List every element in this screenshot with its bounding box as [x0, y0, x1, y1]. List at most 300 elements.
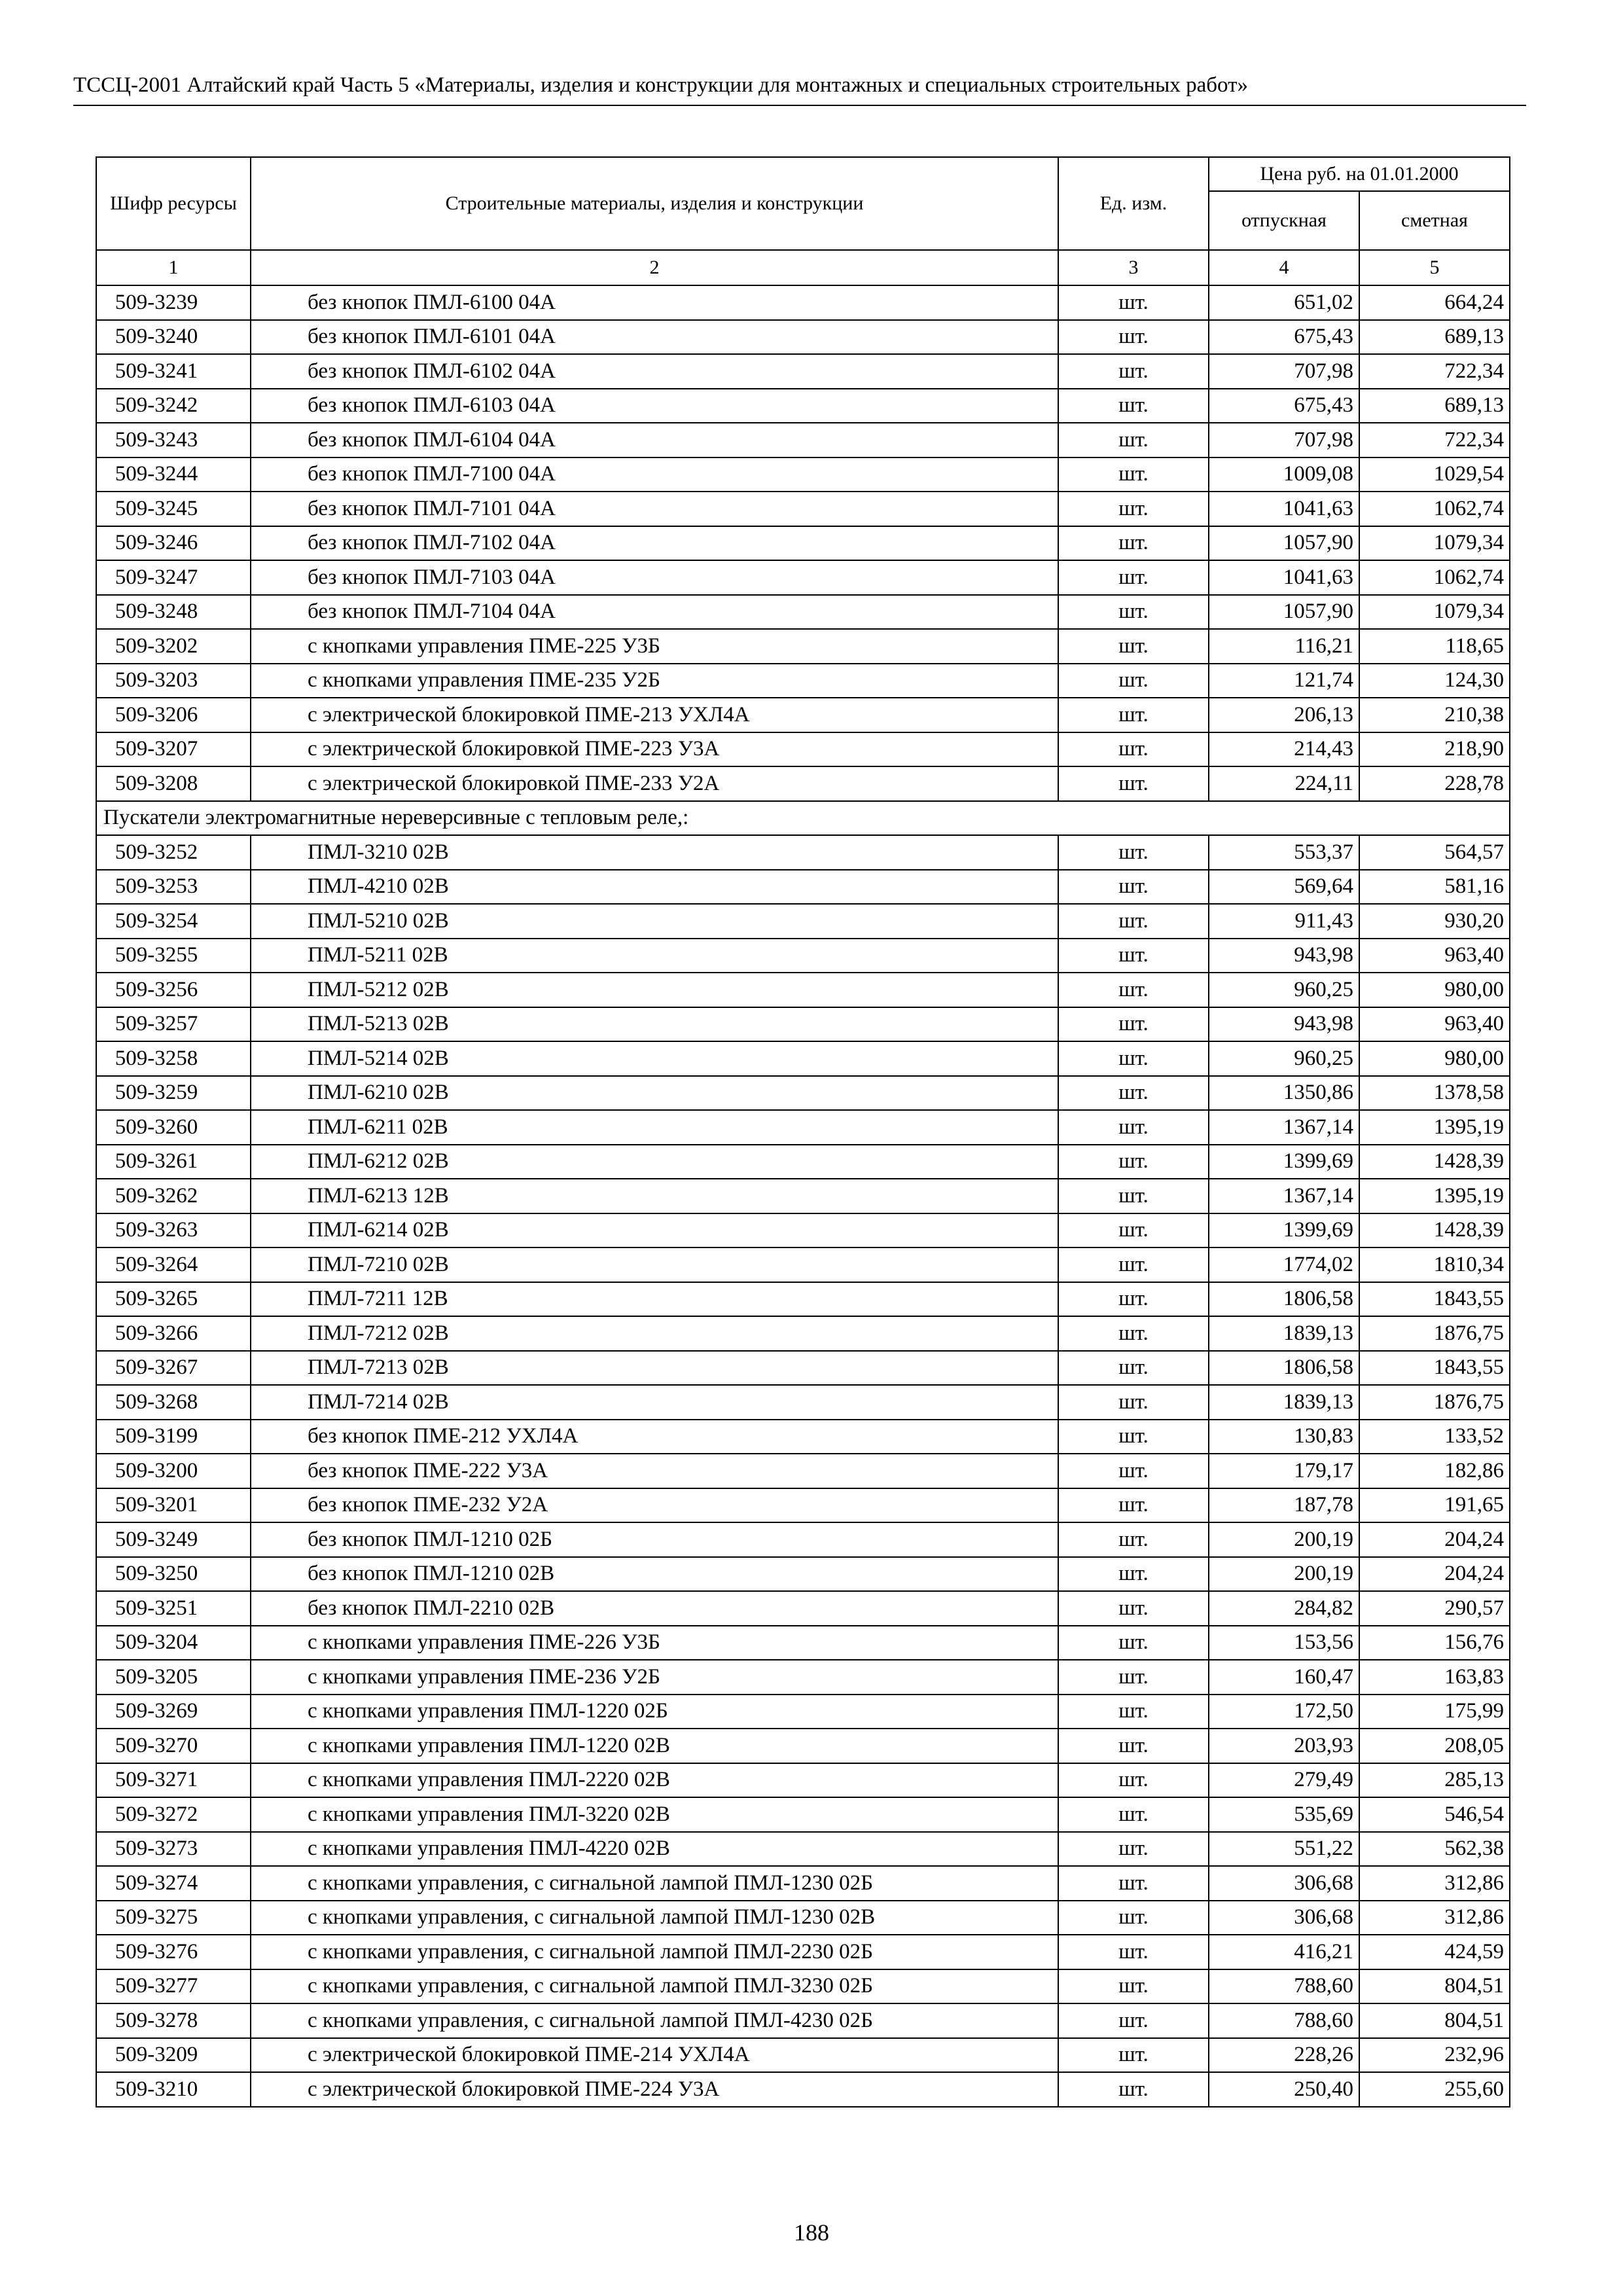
table-row [96, 354, 1510, 389]
header-release-price: отпускная [1209, 191, 1359, 250]
release-price: 203,93 [1209, 1729, 1359, 1763]
table-row [96, 629, 1510, 664]
release-price: 1774,02 [1209, 1247, 1359, 1282]
estimate-price: 664,24 [1359, 285, 1510, 320]
estimate-price: 581,16 [1359, 870, 1510, 905]
resource-code: 509-3247 [96, 560, 251, 595]
estimate-price: 980,00 [1359, 973, 1510, 1007]
release-price: 224,11 [1209, 766, 1359, 801]
unit: шт. [1058, 1797, 1209, 1832]
material-name: без кнопок ПМЛ-6100 04А [251, 285, 1058, 320]
header-price: Цена руб. на 01.01.2000 [1209, 157, 1510, 191]
estimate-price: 218,90 [1359, 732, 1510, 767]
table-row [96, 1626, 1510, 1660]
unit: шт. [1058, 870, 1209, 905]
resource-code: 509-3201 [96, 1488, 251, 1523]
estimate-price: 722,34 [1359, 354, 1510, 389]
estimate-price: 424,59 [1359, 1935, 1510, 1969]
table-row [96, 2038, 1510, 2073]
unit: шт. [1058, 1041, 1209, 1076]
material-name: с кнопками управления, с сигнальной лампой ПМЛ-1230 02Б [251, 1866, 1058, 1901]
unit: шт. [1058, 973, 1209, 1007]
release-price: 279,49 [1209, 1763, 1359, 1798]
estimate-price: 1079,34 [1359, 526, 1510, 561]
material-name: ПМЛ-7210 02В [251, 1247, 1058, 1282]
release-price: 1041,63 [1209, 492, 1359, 526]
header-code: Шифр ресурсы [96, 157, 251, 250]
unit: шт. [1058, 1110, 1209, 1145]
estimate-price: 290,57 [1359, 1591, 1510, 1626]
material-name: ПМЛ-4210 02В [251, 870, 1058, 905]
resource-code: 509-3250 [96, 1557, 251, 1592]
estimate-price: 963,40 [1359, 1007, 1510, 1042]
material-name: без кнопок ПМЛ-1210 02Б [251, 1522, 1058, 1557]
column-number: 3 [1058, 250, 1209, 285]
release-price: 116,21 [1209, 629, 1359, 664]
header-name: Строительные материалы, изделия и конструкции [251, 157, 1058, 250]
resource-code: 509-3266 [96, 1316, 251, 1351]
estimate-price: 1843,55 [1359, 1282, 1510, 1317]
header-unit: Ед. изм. [1058, 157, 1209, 250]
unit: шт. [1058, 1213, 1209, 1248]
page-number: 188 [794, 2219, 829, 2246]
release-price: 1806,58 [1209, 1282, 1359, 1317]
estimate-price: 133,52 [1359, 1420, 1510, 1454]
release-price: 1839,13 [1209, 1385, 1359, 1420]
material-name: ПМЛ-6213 12В [251, 1179, 1058, 1213]
resource-code: 509-3206 [96, 698, 251, 732]
unit: шт. [1058, 1454, 1209, 1488]
resource-code: 509-3274 [96, 1866, 251, 1901]
table-row [96, 1729, 1510, 1763]
release-price: 160,47 [1209, 1660, 1359, 1695]
table-row [96, 1832, 1510, 1867]
material-name: с кнопками управления ПМЛ-4220 02В [251, 1832, 1058, 1867]
resource-code: 509-3244 [96, 457, 251, 492]
release-price: 1057,90 [1209, 595, 1359, 630]
resource-code: 509-3264 [96, 1247, 251, 1282]
header-estimate-price: сметная [1359, 191, 1510, 250]
material-name: без кнопок ПМЕ-212 УХЛ4А [251, 1420, 1058, 1454]
table-row [96, 389, 1510, 423]
resource-code: 509-3267 [96, 1351, 251, 1386]
release-price: 1399,69 [1209, 1145, 1359, 1179]
release-price: 707,98 [1209, 354, 1359, 389]
unit: шт. [1058, 1420, 1209, 1454]
release-price: 1806,58 [1209, 1351, 1359, 1386]
release-price: 1839,13 [1209, 1316, 1359, 1351]
material-name: ПМЛ-3210 02В [251, 835, 1058, 870]
resource-code: 509-3254 [96, 904, 251, 939]
table-row [96, 835, 1510, 870]
estimate-price: 1428,39 [1359, 1145, 1510, 1179]
resource-code: 509-3262 [96, 1179, 251, 1213]
material-name: без кнопок ПМЛ-7100 04А [251, 457, 1058, 492]
table-row [96, 698, 1510, 732]
table-row [96, 939, 1510, 973]
material-name: с кнопками управления ПМЛ-3220 02В [251, 1797, 1058, 1832]
resource-code: 509-3242 [96, 389, 251, 423]
unit: шт. [1058, 354, 1209, 389]
unit: шт. [1058, 1695, 1209, 1729]
material-name: без кнопок ПМЛ-1210 02В [251, 1557, 1058, 1592]
table-row [96, 1007, 1510, 1042]
table-row [96, 560, 1510, 595]
estimate-price: 163,83 [1359, 1660, 1510, 1695]
estimate-price: 1062,74 [1359, 492, 1510, 526]
resource-code: 509-3248 [96, 595, 251, 630]
table-row [96, 1420, 1510, 1454]
unit: шт. [1058, 1179, 1209, 1213]
unit: шт. [1058, 1832, 1209, 1867]
resource-code: 509-3200 [96, 1454, 251, 1488]
release-price: 179,17 [1209, 1454, 1359, 1488]
material-name: без кнопок ПМЕ-222 У3А [251, 1454, 1058, 1488]
table-row [96, 423, 1510, 457]
material-name: без кнопок ПМЕ-232 У2А [251, 1488, 1058, 1523]
unit: шт. [1058, 1316, 1209, 1351]
resource-code: 509-3268 [96, 1385, 251, 1420]
resource-code: 509-3269 [96, 1695, 251, 1729]
table-row [96, 1247, 1510, 1282]
unit: шт. [1058, 629, 1209, 664]
release-price: 306,68 [1209, 1866, 1359, 1901]
estimate-price: 546,54 [1359, 1797, 1510, 1832]
estimate-price: 1029,54 [1359, 457, 1510, 492]
unit: шт. [1058, 1282, 1209, 1317]
resource-code: 509-3263 [96, 1213, 251, 1248]
estimate-price: 208,05 [1359, 1729, 1510, 1763]
resource-code: 509-3209 [96, 2038, 251, 2073]
resource-code: 509-3271 [96, 1763, 251, 1798]
estimate-price: 228,78 [1359, 766, 1510, 801]
release-price: 130,83 [1209, 1420, 1359, 1454]
unit: шт. [1058, 560, 1209, 595]
column-number: 5 [1359, 250, 1510, 285]
material-name: с кнопками управления, с сигнальной лампой ПМЛ-1230 02В [251, 1901, 1058, 1935]
material-name: ПМЛ-6210 02В [251, 1076, 1058, 1111]
resource-code: 509-3240 [96, 320, 251, 355]
material-name: с электрической блокировкой ПМЕ-223 У3А [251, 732, 1058, 767]
material-name: ПМЛ-7211 12В [251, 1282, 1058, 1317]
release-price: 788,60 [1209, 1969, 1359, 2004]
release-price: 1350,86 [1209, 1076, 1359, 1111]
unit: шт. [1058, 2003, 1209, 2038]
resource-code: 509-3208 [96, 766, 251, 801]
table-row [96, 595, 1510, 630]
unit: шт. [1058, 1385, 1209, 1420]
table-row [96, 1797, 1510, 1832]
release-price: 569,64 [1209, 870, 1359, 905]
material-name: ПМЛ-6214 02В [251, 1213, 1058, 1248]
estimate-price: 204,24 [1359, 1522, 1510, 1557]
material-name: ПМЛ-7214 02В [251, 1385, 1058, 1420]
release-price: 1367,14 [1209, 1179, 1359, 1213]
table-row [96, 457, 1510, 492]
resource-code: 509-3246 [96, 526, 251, 561]
release-price: 551,22 [1209, 1832, 1359, 1867]
release-price: 1367,14 [1209, 1110, 1359, 1145]
estimate-price: 1079,34 [1359, 595, 1510, 630]
resource-code: 509-3261 [96, 1145, 251, 1179]
release-price: 1009,08 [1209, 457, 1359, 492]
unit: шт. [1058, 1935, 1209, 1969]
column-number: 2 [251, 250, 1058, 285]
unit: шт. [1058, 664, 1209, 698]
resource-code: 509-3276 [96, 1935, 251, 1969]
table-row [96, 664, 1510, 698]
unit: шт. [1058, 835, 1209, 870]
section-title: Пускатели электромагнитные нереверсивные с тепловым реле,: [96, 801, 1510, 836]
table-row [96, 766, 1510, 801]
resource-code: 509-3210 [96, 2072, 251, 2107]
release-price: 1399,69 [1209, 1213, 1359, 1248]
estimate-price: 312,86 [1359, 1901, 1510, 1935]
estimate-price: 1062,74 [1359, 560, 1510, 595]
resource-code: 509-3205 [96, 1660, 251, 1695]
material-name: без кнопок ПМЛ-7101 04А [251, 492, 1058, 526]
unit: шт. [1058, 766, 1209, 801]
estimate-price: 1428,39 [1359, 1213, 1510, 1248]
resource-code: 509-3265 [96, 1282, 251, 1317]
material-name: с кнопками управления ПМЕ-236 У2Б [251, 1660, 1058, 1695]
table-row [96, 904, 1510, 939]
release-price: 416,21 [1209, 1935, 1359, 1969]
unit: шт. [1058, 904, 1209, 939]
unit: шт. [1058, 285, 1209, 320]
table-row [96, 1213, 1510, 1248]
resource-code: 509-3256 [96, 973, 251, 1007]
table-row [96, 1385, 1510, 1420]
resource-code: 509-3199 [96, 1420, 251, 1454]
release-price: 675,43 [1209, 389, 1359, 423]
release-price: 1041,63 [1209, 560, 1359, 595]
unit: шт. [1058, 1866, 1209, 1901]
estimate-price: 562,38 [1359, 1832, 1510, 1867]
release-price: 306,68 [1209, 1901, 1359, 1935]
table-row [96, 2003, 1510, 2038]
estimate-price: 963,40 [1359, 939, 1510, 973]
estimate-price: 210,38 [1359, 698, 1510, 732]
material-name: с кнопками управления ПМЛ-2220 02В [251, 1763, 1058, 1798]
estimate-price: 232,96 [1359, 2038, 1510, 2073]
material-name: ПМЛ-5212 02В [251, 973, 1058, 1007]
column-number: 4 [1209, 250, 1359, 285]
material-name: ПМЛ-7213 02В [251, 1351, 1058, 1386]
table-row [96, 1488, 1510, 1523]
estimate-price: 255,60 [1359, 2072, 1510, 2107]
release-price: 200,19 [1209, 1522, 1359, 1557]
unit: шт. [1058, 1660, 1209, 1695]
unit: шт. [1058, 2072, 1209, 2107]
material-name: ПМЛ-5213 02В [251, 1007, 1058, 1042]
release-price: 206,13 [1209, 698, 1359, 732]
estimate-price: 175,99 [1359, 1695, 1510, 1729]
estimate-price: 722,34 [1359, 423, 1510, 457]
material-name: ПМЛ-5210 02В [251, 904, 1058, 939]
estimate-price: 191,65 [1359, 1488, 1510, 1523]
table-row [96, 1316, 1510, 1351]
estimate-price: 1876,75 [1359, 1385, 1510, 1420]
unit: шт. [1058, 595, 1209, 630]
release-price: 228,26 [1209, 2038, 1359, 2073]
unit: шт. [1058, 526, 1209, 561]
unit: шт. [1058, 1145, 1209, 1179]
release-price: 250,40 [1209, 2072, 1359, 2107]
estimate-price: 1876,75 [1359, 1316, 1510, 1351]
material-name: с кнопками управления ПМЕ-235 У2Б [251, 664, 1058, 698]
price-table [96, 156, 1510, 2108]
material-name: без кнопок ПМЛ-6104 04А [251, 423, 1058, 457]
table-row [96, 1763, 1510, 1798]
release-price: 214,43 [1209, 732, 1359, 767]
release-price: 651,02 [1209, 285, 1359, 320]
table-row [96, 1145, 1510, 1179]
table-row [96, 1351, 1510, 1386]
release-price: 943,98 [1209, 939, 1359, 973]
resource-code: 509-3204 [96, 1626, 251, 1660]
release-price: 153,56 [1209, 1626, 1359, 1660]
release-price: 1057,90 [1209, 526, 1359, 561]
table-row [96, 1454, 1510, 1488]
estimate-price: 930,20 [1359, 904, 1510, 939]
release-price: 121,74 [1209, 664, 1359, 698]
unit: шт. [1058, 698, 1209, 732]
unit: шт. [1058, 457, 1209, 492]
release-price: 960,25 [1209, 1041, 1359, 1076]
estimate-price: 285,13 [1359, 1763, 1510, 1798]
material-name: с электрической блокировкой ПМЕ-224 У3А [251, 2072, 1058, 2107]
resource-code: 509-3259 [96, 1076, 251, 1111]
unit: шт. [1058, 1007, 1209, 1042]
resource-code: 509-3258 [96, 1041, 251, 1076]
estimate-price: 1378,58 [1359, 1076, 1510, 1111]
unit: шт. [1058, 1351, 1209, 1386]
unit: шт. [1058, 1763, 1209, 1798]
estimate-price: 204,24 [1359, 1557, 1510, 1592]
release-price: 707,98 [1209, 423, 1359, 457]
material-name: без кнопок ПМЛ-6102 04А [251, 354, 1058, 389]
release-price: 535,69 [1209, 1797, 1359, 1832]
resource-code: 509-3260 [96, 1110, 251, 1145]
unit: шт. [1058, 423, 1209, 457]
table-row [96, 320, 1510, 355]
table-row [96, 2072, 1510, 2107]
material-name: с кнопками управления ПМЕ-226 У3Б [251, 1626, 1058, 1660]
resource-code: 509-3255 [96, 939, 251, 973]
unit: шт. [1058, 1247, 1209, 1282]
resource-code: 509-3249 [96, 1522, 251, 1557]
unit: шт. [1058, 939, 1209, 973]
resource-code: 509-3239 [96, 285, 251, 320]
table-row [96, 1901, 1510, 1935]
resource-code: 509-3257 [96, 1007, 251, 1042]
material-name: с кнопками управления, с сигнальной лампой ПМЛ-3230 02Б [251, 1969, 1058, 2004]
material-name: с кнопками управления ПМЛ-1220 02В [251, 1729, 1058, 1763]
release-price: 172,50 [1209, 1695, 1359, 1729]
resource-code: 509-3277 [96, 1969, 251, 2004]
material-name: ПМЛ-5214 02В [251, 1041, 1058, 1076]
table-row [96, 732, 1510, 767]
estimate-price: 564,57 [1359, 835, 1510, 870]
resource-code: 509-3245 [96, 492, 251, 526]
material-name: ПМЛ-7212 02В [251, 1316, 1058, 1351]
material-name: с электрической блокировкой ПМЕ-214 УХЛ4А [251, 2038, 1058, 2073]
material-name: без кнопок ПМЛ-6101 04А [251, 320, 1058, 355]
unit: шт. [1058, 732, 1209, 767]
column-number: 1 [96, 250, 251, 285]
estimate-price: 1843,55 [1359, 1351, 1510, 1386]
release-price: 943,98 [1209, 1007, 1359, 1042]
table-row [96, 1557, 1510, 1592]
material-name: ПМЛ-6211 02В [251, 1110, 1058, 1145]
unit: шт. [1058, 492, 1209, 526]
unit: шт. [1058, 1557, 1209, 1592]
table-row [96, 1695, 1510, 1729]
resource-code: 509-3203 [96, 664, 251, 698]
unit: шт. [1058, 1488, 1209, 1523]
material-name: без кнопок ПМЛ-7103 04А [251, 560, 1058, 595]
resource-code: 509-3251 [96, 1591, 251, 1626]
unit: шт. [1058, 1522, 1209, 1557]
resource-code: 509-3278 [96, 2003, 251, 2038]
resource-code: 509-3253 [96, 870, 251, 905]
resource-code: 509-3270 [96, 1729, 251, 1763]
estimate-price: 804,51 [1359, 2003, 1510, 2038]
estimate-price: 689,13 [1359, 320, 1510, 355]
unit: шт. [1058, 1591, 1209, 1626]
table-row [96, 1591, 1510, 1626]
estimate-price: 1395,19 [1359, 1110, 1510, 1145]
release-price: 284,82 [1209, 1591, 1359, 1626]
page-header-title: ТССЦ-2001 Алтайский край Часть 5 «Материалы, изделия и конструкции для монтажных и специальных строительных работ» [73, 73, 1249, 97]
resource-code: 509-3272 [96, 1797, 251, 1832]
release-price: 960,25 [1209, 973, 1359, 1007]
table-header-row [96, 157, 1510, 191]
material-name: с кнопками управления, с сигнальной лампой ПМЛ-2230 02Б [251, 1935, 1058, 1969]
table-row [96, 1179, 1510, 1213]
unit: шт. [1058, 389, 1209, 423]
estimate-price: 689,13 [1359, 389, 1510, 423]
column-number-row [96, 250, 1510, 285]
table-row [96, 1660, 1510, 1695]
release-price: 911,43 [1209, 904, 1359, 939]
table-row [96, 1969, 1510, 2004]
release-price: 187,78 [1209, 1488, 1359, 1523]
unit: шт. [1058, 1076, 1209, 1111]
release-price: 553,37 [1209, 835, 1359, 870]
table-row [96, 492, 1510, 526]
table-row [96, 1041, 1510, 1076]
table-row [96, 1110, 1510, 1145]
resource-code: 509-3252 [96, 835, 251, 870]
resource-code: 509-3202 [96, 629, 251, 664]
unit: шт. [1058, 1626, 1209, 1660]
unit: шт. [1058, 1729, 1209, 1763]
estimate-price: 118,65 [1359, 629, 1510, 664]
unit: шт. [1058, 320, 1209, 355]
resource-code: 509-3275 [96, 1901, 251, 1935]
table-row [96, 1076, 1510, 1111]
unit: шт. [1058, 2038, 1209, 2073]
table-row [96, 870, 1510, 905]
estimate-price: 156,76 [1359, 1626, 1510, 1660]
unit: шт. [1058, 1901, 1209, 1935]
material-name: с кнопками управления ПМЕ-225 У3Б [251, 629, 1058, 664]
resource-code: 509-3207 [96, 732, 251, 767]
material-name: ПМЛ-6212 02В [251, 1145, 1058, 1179]
release-price: 200,19 [1209, 1557, 1359, 1592]
